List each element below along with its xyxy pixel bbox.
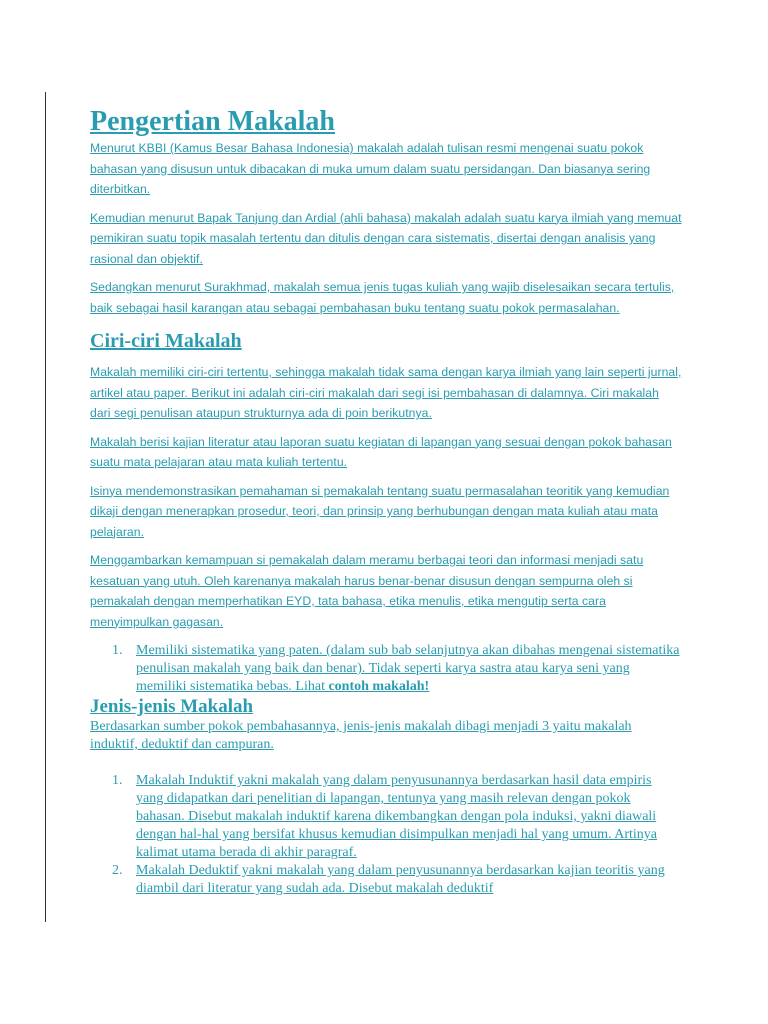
ciri-paragraph-3: Isinya mendemonstrasikan pemahaman si pemakalah tentang suatu permasalahan teoritik yang kemudian dikaji dengan menerapkan prosedur, teori, dan prinsip yang berhubungan dengan mata kuliah atau mata pelajaran. (90, 483, 670, 539)
ciri-paragraph-4: Menggambarkan kemampuan si pemakalah dalam meramu berbagai teori dan informasi menjadi satu kesatuan yang utuh. Oleh karenanya makalah harus benar-benar disusun dengan sempurna oleh si pemakalah dengan memperhatikan EYD, tata bahasa, etika menulis, etika mengutip serta cara menyimpulkan gagasan. (90, 553, 644, 629)
list-item-text: Makalah Induktif yakni makalah yang dalam penyusunannya berdasarkan hasil data empiris yang didapatkan dari penelitian di lapangan, tentunya yang masih relevan dengan pokok bahasan. Disebut makalah induktif karena dikembangkan dengan pola induksi, yakni diawali dengan hal-hal yang bersifat khusus kemudian disimpulkan menjadi hal yang umum. Artinya kalimat utama berada di akhir paragraf. (136, 773, 658, 860)
list-item (90, 862, 682, 898)
intro-paragraph-2: Kemudian menurut Bapak Tanjung dan Ardial (ahli bahasa) makalah adalah suatu karya ilmiah yang memuat pemikiran suatu topik masalah tertentu dan ditulis dengan cara sistematis, disertai dengan analisis yang rasional dan objektif. (90, 210, 682, 266)
list-number: 1. (112, 643, 123, 658)
ciri-heading: Ciri-ciri Makalah (90, 330, 242, 352)
ciri-paragraph-1: Makalah memiliki ciri-ciri tertentu, sehingga makalah tidak sama dengan karya ilmiah yang lain seperti jurnal, artikel atau paper. Berikut ini adalah ciri-ciri makalah dari segi isi pembahasan di dalamnya. Ciri makalah dari segi penulisan ataupun strukturnya ada di poin berikutnya. (90, 365, 682, 420)
jenis-intro-paragraph: Berdasarkan sumber pokok pembahasannya, jenis-jenis makalah dibagi menjadi 3 yaitu makalah induktif, deduktif dan campuran. (90, 719, 632, 752)
list-number: 1. (112, 773, 123, 788)
list-item-text: Makalah Deduktif yakni makalah yang dalam penyusunannya berdasarkan kajian teoritis yang diambil dari literatur yang sudah ada. Disebut makalah deduktif (136, 863, 665, 896)
list-number: 2. (112, 863, 123, 878)
contoh-makalah-link[interactable]: contoh makalah! (328, 679, 430, 694)
document-page (90, 104, 682, 898)
intro-paragraph-1: Menurut KBBI (Kamus Besar Bahasa Indonesia) makalah adalah tulisan resmi mengenai suatu pokok bahasan yang disusun untuk dibacakan di muka umum dalam suatu persidangan. Dan biasanya sering diterbitkan. (90, 141, 651, 196)
page-title: Pengertian Makalah (90, 106, 335, 137)
list-item (90, 772, 682, 862)
ciri-list (90, 642, 682, 696)
jenis-list (90, 772, 682, 898)
list-item-text: Memiliki sistematika yang paten. (dalam sub bab selanjutnya akan dibahas mengenai sistematika penulisan makalah yang baik dan benar). Tidak seperti karya sastra atau karya seni yang memiliki sistematika bebas. Lihat (136, 643, 680, 694)
ciri-paragraph-2: Makalah berisi kajian literatur atau laporan suatu kegiatan di lapangan yang sesuai dengan pokok bahasan suatu mata pelajaran atau mata kuliah tertentu. (90, 434, 672, 469)
page-margin-line (45, 92, 46, 922)
intro-paragraph-3: Sedangkan menurut Surakhmad, makalah semua jenis tugas kuliah yang wajib diselesaikan secara tertulis, baik sebagai hasil karangan atau sebagai pembahasan buku tentang suatu pokok permasalahan. (90, 280, 675, 315)
list-item (90, 642, 682, 696)
jenis-heading: Jenis-jenis Makalah (90, 696, 254, 717)
